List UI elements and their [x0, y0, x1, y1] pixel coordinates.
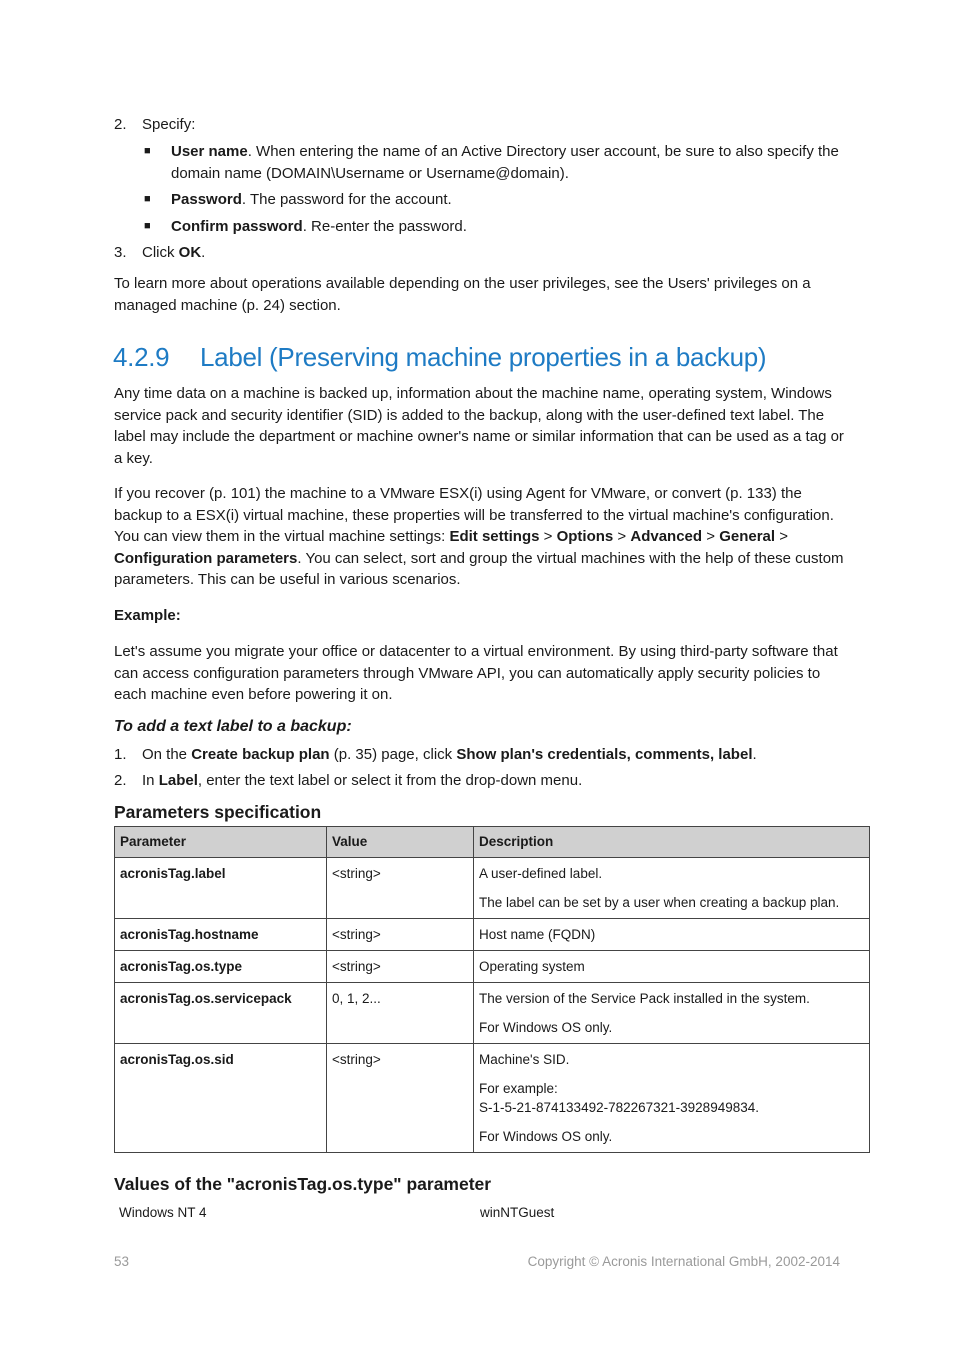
procedure-title: To add a text label to a backup: — [114, 718, 352, 735]
table-row — [115, 858, 870, 919]
copyright-text: Copyright © Acronis International GmbH, 2002-2014 — [527, 1254, 840, 1269]
table-row — [115, 951, 870, 983]
proc-step-2-text: In Label, enter the text label or select it from the drop-down menu. — [142, 772, 583, 789]
learn-more-paragraph: To learn more about operations available depending on the user privileges, see the Users' privileges on a managed machine (p. 24) section. — [114, 275, 811, 314]
param-description: The version of the Service Pack installed in the system. For Windows OS only. — [474, 983, 870, 1044]
param-description: Operating system — [474, 951, 870, 983]
param-name: acronisTag.os.servicepack — [115, 983, 327, 1044]
table-row — [115, 983, 870, 1044]
intro-paragraph: Any time data on a machine is backed up, information about the machine name, operating system, Windows service pack and security identifier (SID) is added to the backup, along with the user-defined text label. The label may include the department or machine owner's name or similar information that can be used as a tag or a key. — [114, 385, 844, 467]
square-bullet-icon: ■ — [144, 145, 151, 157]
table-row — [115, 919, 870, 951]
param-name: acronisTag.os.type — [115, 951, 327, 983]
vmware-paragraph: If you recover (p. 101) the machine to a VMware ESX(i) using Agent for VMware, or convert (p. 133) the backup to a ESX(i) virtual machine, these properties will be transferred to the virtual machine's configuration. You can view them in the virtual machine settings: Edit settings > Options > Advanced > General > Configuration parameters. You can select, sort and group the virtual machines with the help of these custom parameters. This can be useful in various scenarios. — [114, 485, 844, 588]
bullet-user-name: User name. When entering the name of an Active Directory user account, be sure to also specify the domain name (DOMAIN\Username or Username@domain). — [171, 143, 839, 182]
page-number: 53 — [114, 1254, 130, 1269]
column-header-description: Description — [474, 827, 870, 858]
example-label: Example: — [114, 607, 181, 624]
step-2-label: Specify: — [142, 116, 196, 133]
param-name: acronisTag.label — [115, 858, 327, 919]
parameters-table — [114, 826, 870, 1153]
column-header-value: Value — [327, 827, 474, 858]
step-3-text: Click OK. — [142, 244, 206, 261]
example-paragraph: Let's assume you migrate your office or datacenter to a virtual environment. By using third-party software that can access configuration parameters through VMware API, you can automatically apply security policies to each machine even before powering it on. — [114, 643, 838, 703]
square-bullet-icon: ■ — [144, 193, 151, 205]
param-value: <string> — [327, 1044, 474, 1153]
param-name: acronisTag.os.sid — [115, 1044, 327, 1153]
proc-step-1-text: On the Create backup plan (p. 35) page, click Show plan's credentials, comments, label. — [142, 746, 757, 763]
bullet-password: Password. The password for the account. — [171, 191, 452, 208]
os-value-cell: winNTGuest — [480, 1205, 555, 1220]
param-value: 0, 1, 2... — [327, 983, 474, 1044]
section-heading — [113, 340, 766, 374]
table-header-row — [115, 827, 870, 858]
param-value: <string> — [327, 919, 474, 951]
param-description: A user-defined label. The label can be set by a user when creating a backup plan. — [474, 858, 870, 919]
section-title: Label (Preserving machine properties in a backup) — [200, 342, 767, 372]
param-value: <string> — [327, 951, 474, 983]
values-heading: Values of the "acronisTag.os.type" parameter — [114, 1174, 492, 1194]
param-value: <string> — [327, 858, 474, 919]
column-header-parameter: Parameter — [115, 827, 327, 858]
param-description: Host name (FQDN) — [474, 919, 870, 951]
table-row — [115, 1044, 870, 1153]
bullet-confirm-password: Confirm password. Re-enter the password. — [171, 218, 467, 235]
os-name-cell: Windows NT 4 — [119, 1205, 207, 1220]
proc-step-1-number: 1. — [114, 746, 127, 763]
param-name: acronisTag.hostname — [115, 919, 327, 951]
square-bullet-icon: ■ — [144, 220, 151, 232]
step-2-number: 2. — [114, 116, 127, 133]
section-number: 4.2.9 — [113, 342, 170, 372]
param-description: Machine's SID. For example: S-1-5-21-874133492-782267321-3928949834. For Windows OS only. — [474, 1044, 870, 1153]
step-3-number: 3. — [114, 244, 127, 261]
proc-step-2-number: 2. — [114, 772, 127, 789]
parameters-heading: Parameters specification — [114, 802, 322, 822]
